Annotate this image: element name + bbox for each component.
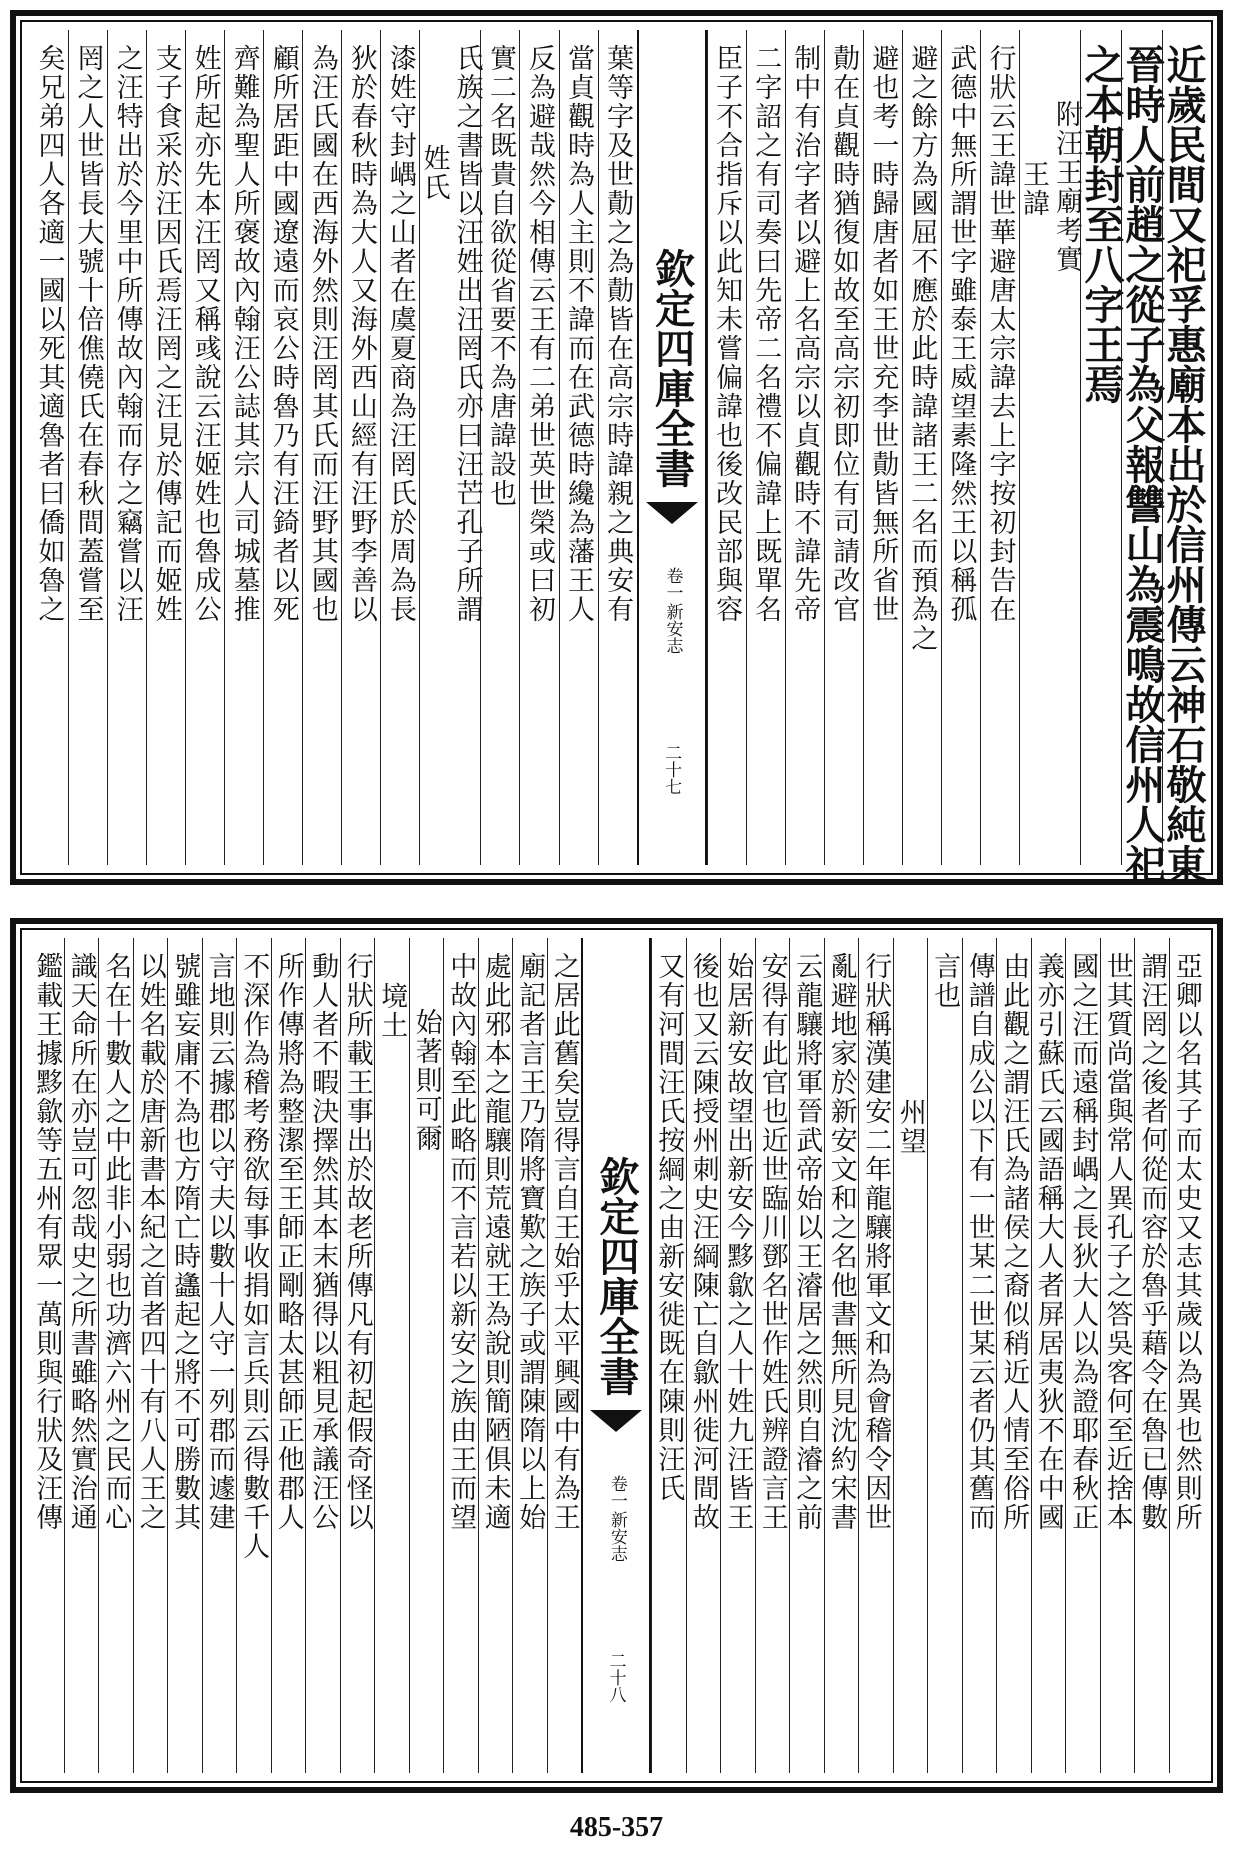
text-line: 顧所居距中國遼遠而哀公時魯乃有汪錡者以死 bbox=[267, 44, 299, 624]
banner-volume-no: 卷一 bbox=[606, 1474, 627, 1509]
text-column bbox=[98, 938, 133, 1773]
banner-volume bbox=[607, 1442, 625, 1562]
section-heading: 州望 bbox=[894, 1098, 926, 1156]
text-line: 勣在貞觀時猶復如故至高宗初即位有司請改官 bbox=[828, 44, 860, 624]
text-line: 亞卿以名其子而太史又志其歲以為異也然則所 bbox=[1170, 952, 1202, 1532]
text-line: 行狀所載王事出於故老所傳凡有初起假奇怪以 bbox=[341, 952, 373, 1532]
fishtail-mark-icon bbox=[646, 502, 698, 524]
text-line: 言也 bbox=[929, 952, 961, 1010]
text-line: 號雖妄庸不為也方隋亡時蠭起之將不可勝數其 bbox=[169, 952, 201, 1532]
section-column bbox=[418, 30, 483, 865]
text-line: 葉等字及世勣之為勣皆在高宗時諱親之典安有 bbox=[602, 44, 634, 624]
text-line: 始著則可爾 bbox=[410, 1008, 442, 1153]
text-column bbox=[519, 30, 558, 865]
text-column bbox=[746, 30, 785, 865]
text-line: 由此觀之謂汪氏為諸侯之裔似稍近人情至俗所 bbox=[998, 952, 1030, 1532]
text-column bbox=[927, 938, 962, 1773]
text-column bbox=[858, 938, 893, 1773]
text-column bbox=[559, 30, 598, 865]
text-line: 以姓名載於唐新書本紀之首者四十有八人王之 bbox=[134, 952, 166, 1532]
text-column bbox=[185, 30, 224, 865]
large-text-line: 晉時人前趙之從子為父報讐山為震鳴故信州人祀 bbox=[1119, 44, 1166, 884]
text-line: 罔之人世皆長大號十倍僬僥氏在春秋間蓋嘗至 bbox=[72, 44, 104, 624]
text-line: 制中有治字者以避上名高宗以貞觀時不諱先帝 bbox=[789, 44, 821, 624]
text-line: 二字詔之有司奏曰先帝二名禮不偏諱上既單名 bbox=[750, 44, 782, 624]
text-line: 又有河間汪氏按綱之由新安徙既在陳則汪氏 bbox=[653, 952, 685, 1503]
text-line: 漆姓守封嵎之山者在虞夏商為汪罔氏於周為長 bbox=[384, 44, 416, 624]
text-line: 避也考一時歸唐者如王世充李世勣皆無所省世 bbox=[867, 44, 899, 624]
text-line: 動人者不暇決擇然其本末猶得以粗見承議汪公 bbox=[307, 952, 339, 1532]
text-column bbox=[341, 30, 380, 865]
banner-title: 欽定四庫全書 bbox=[648, 247, 696, 488]
text-column bbox=[824, 30, 863, 865]
text-line: 氏族之書皆以汪姓出汪罔氏亦曰汪芒孔子所謂 bbox=[451, 44, 483, 624]
text-line: 安得有此官也近世臨川鄧名世作姓氏辨證言王 bbox=[756, 952, 788, 1532]
banner-book-name: 新安志 bbox=[662, 602, 683, 654]
text-line: 避之餘方為國屈不應於此時諱諸王二名而預為之 bbox=[906, 44, 938, 653]
text-line: 言地則云據郡以守夫以數十人守一列郡而遽建 bbox=[203, 952, 235, 1532]
text-line: 實二名既貴自欲從省要不為唐諱設也 bbox=[484, 44, 516, 508]
text-column bbox=[30, 30, 68, 865]
text-column bbox=[785, 30, 824, 865]
text-line: 中故內翰至此略而不言若以新安之族由王而望 bbox=[445, 952, 477, 1532]
text-column bbox=[598, 30, 637, 865]
text-column bbox=[236, 938, 271, 1773]
text-line: 當貞觀時為人主則不諱而在武德時纔為藩王人 bbox=[563, 44, 595, 624]
banner-book-name: 新安志 bbox=[606, 1510, 627, 1562]
top-page-columns bbox=[30, 30, 1207, 884]
text-line: 反為避哉然今相傳云王有二弟世英世榮或曰初 bbox=[524, 44, 555, 624]
text-column bbox=[651, 938, 686, 1773]
center-banner bbox=[581, 938, 651, 1773]
text-line: 行狀稱漢建安二年龍驤將軍文和為會稽令因世 bbox=[860, 952, 892, 1532]
text-column bbox=[167, 938, 202, 1773]
large-text-line: 之本朝封至八字王焉 bbox=[1078, 44, 1125, 404]
text-column bbox=[30, 938, 64, 1773]
text-column bbox=[902, 30, 941, 865]
text-column bbox=[824, 938, 859, 1773]
text-column bbox=[409, 938, 444, 1773]
text-column bbox=[1119, 30, 1166, 884]
text-column bbox=[1100, 938, 1135, 1773]
page-number: 二十七 bbox=[661, 744, 682, 795]
text-line: 鑑載王據黟歙等五州有眾一萬則與行狀及汪傳 bbox=[31, 952, 63, 1532]
text-line: 後也又云陳授州刺史汪綱陳亡自歙州徙河間故 bbox=[687, 952, 719, 1532]
text-line: 云龍驤將軍晉武帝始以王濬居之然則自濬之前 bbox=[791, 952, 823, 1532]
text-line: 不深作為稽考務欲每事收捐如言兵則云得數千人 bbox=[238, 952, 270, 1561]
center-banner bbox=[637, 30, 707, 865]
text-column bbox=[64, 938, 99, 1773]
text-column bbox=[305, 938, 340, 1773]
text-column bbox=[202, 938, 237, 1773]
section-heading: 境土 bbox=[376, 982, 408, 1040]
text-line: 支子食采於汪因氏焉汪罔之汪見於傳記而姬姓 bbox=[150, 44, 182, 624]
text-line: 武德中無所謂世字雖泰王威望素隆然王以稱孤 bbox=[945, 44, 977, 624]
text-column bbox=[443, 938, 478, 1773]
text-line: 行狀云王諱世華避唐太宗諱去上字按初封告在 bbox=[984, 44, 1016, 624]
fishtail-mark-icon bbox=[590, 1410, 642, 1432]
bottom-page-columns bbox=[30, 938, 1203, 1773]
text-line: 齊難為聖人所褒故內翰汪公誌其宗人司城墓推 bbox=[228, 44, 260, 624]
text-line: 為汪氏國在西海外然則汪罔其氏而汪野其國也 bbox=[306, 44, 338, 624]
text-column bbox=[962, 938, 997, 1773]
text-column bbox=[271, 938, 306, 1773]
text-line: 亂避地家於新安文和之名他書無所見沈約宋書 bbox=[825, 952, 857, 1532]
text-line: 謂汪罔之後者何從而容於魯乎藉令在魯已傳數 bbox=[1136, 952, 1168, 1532]
text-column bbox=[1065, 938, 1100, 1773]
text-line: 名在十數人之中此非小弱也功濟六州之民而心 bbox=[100, 952, 132, 1532]
text-line: 國之汪而遠稱封嵎之長狄大人以為證耶春秋正 bbox=[1067, 952, 1099, 1532]
section-block bbox=[418, 44, 483, 865]
bottom-page-frame bbox=[10, 918, 1223, 1793]
page-number: 二十八 bbox=[605, 1652, 626, 1703]
text-column bbox=[302, 30, 341, 865]
text-line: 識天命所在亦豈可忽哉史之所書雖略然實治通 bbox=[65, 952, 97, 1532]
text-column bbox=[478, 938, 513, 1773]
text-column bbox=[707, 30, 746, 865]
banner-volume bbox=[663, 534, 681, 654]
section-column bbox=[374, 938, 409, 1773]
text-column bbox=[1160, 30, 1207, 884]
text-column bbox=[512, 938, 547, 1773]
text-line: 始居新安故望出新安今黟歙之人十姓九汪皆王 bbox=[722, 952, 754, 1532]
text-line: 世其質尚當與常人異孔子之答吳客何至近捨本 bbox=[1101, 952, 1133, 1532]
note-header bbox=[1020, 100, 1080, 865]
text-column bbox=[146, 30, 185, 865]
text-column bbox=[1031, 938, 1066, 1773]
text-column bbox=[340, 938, 375, 1773]
section-column bbox=[893, 938, 928, 1773]
note-subtitle: 王諱 bbox=[1018, 160, 1049, 218]
text-column bbox=[720, 938, 755, 1773]
plate-number: 485-357 bbox=[569, 1812, 664, 1843]
text-column bbox=[480, 30, 519, 865]
section-heading: 姓氏 bbox=[418, 144, 450, 202]
text-column bbox=[263, 30, 302, 865]
text-line: 臣子不合指斥以此知未嘗偏諱也後改民部與容 bbox=[711, 44, 743, 624]
text-column bbox=[380, 30, 419, 865]
text-column bbox=[547, 938, 582, 1773]
banner-title: 欽定四庫全書 bbox=[593, 1155, 640, 1396]
text-column bbox=[1019, 30, 1080, 865]
text-column bbox=[863, 30, 902, 865]
text-column bbox=[755, 938, 790, 1773]
top-page-frame bbox=[10, 10, 1223, 885]
text-column bbox=[224, 30, 263, 865]
text-line: 傳譜自成公以下有一世某二世某云者仍其舊而 bbox=[963, 952, 995, 1532]
text-column bbox=[107, 30, 146, 865]
text-column bbox=[1134, 938, 1169, 1773]
text-column bbox=[941, 30, 980, 865]
text-line: 矣兄弟四人各適一國以死其適魯者曰僑如魯之 bbox=[33, 44, 65, 624]
text-line: 之居此舊矣豈得言自王始乎太平興國中有為王 bbox=[548, 952, 580, 1532]
text-line: 廟記者言王乃隋將寶歎之族子或謂陳隋以上始 bbox=[514, 952, 546, 1532]
text-column bbox=[68, 30, 107, 865]
text-line: 義亦引蘇氏云國語稱大人者屏居夷狄不在中國 bbox=[1032, 952, 1064, 1532]
text-column bbox=[996, 938, 1031, 1773]
text-column bbox=[686, 938, 721, 1773]
note-title: 附汪王廟考實 bbox=[1051, 100, 1082, 274]
text-line: 所作傳將為整潔至王師正剛略太甚師正他郡人 bbox=[272, 952, 304, 1532]
text-line: 處此邪本之龍驤則荒遠就王為說則簡陋俱未適 bbox=[479, 952, 511, 1532]
large-text-line: 近歲民間又祀孚惠廟本出於信州傳云神石敬純東 bbox=[1160, 44, 1207, 884]
text-line: 姓所起亦先本汪罔又稱彧說云汪姬姓也魯成公 bbox=[189, 44, 221, 624]
text-column bbox=[789, 938, 824, 1773]
text-column bbox=[1078, 30, 1125, 865]
banner-volume-no: 卷一 bbox=[662, 566, 683, 601]
text-line: 狄於春秋時為大人又海外西山經有汪野李善以 bbox=[345, 44, 377, 624]
text-column bbox=[133, 938, 168, 1773]
text-column bbox=[1169, 938, 1204, 1773]
text-column bbox=[980, 30, 1019, 865]
text-line: 之汪特出於今里中所傳故內翰而存之竊嘗以汪 bbox=[111, 44, 143, 624]
